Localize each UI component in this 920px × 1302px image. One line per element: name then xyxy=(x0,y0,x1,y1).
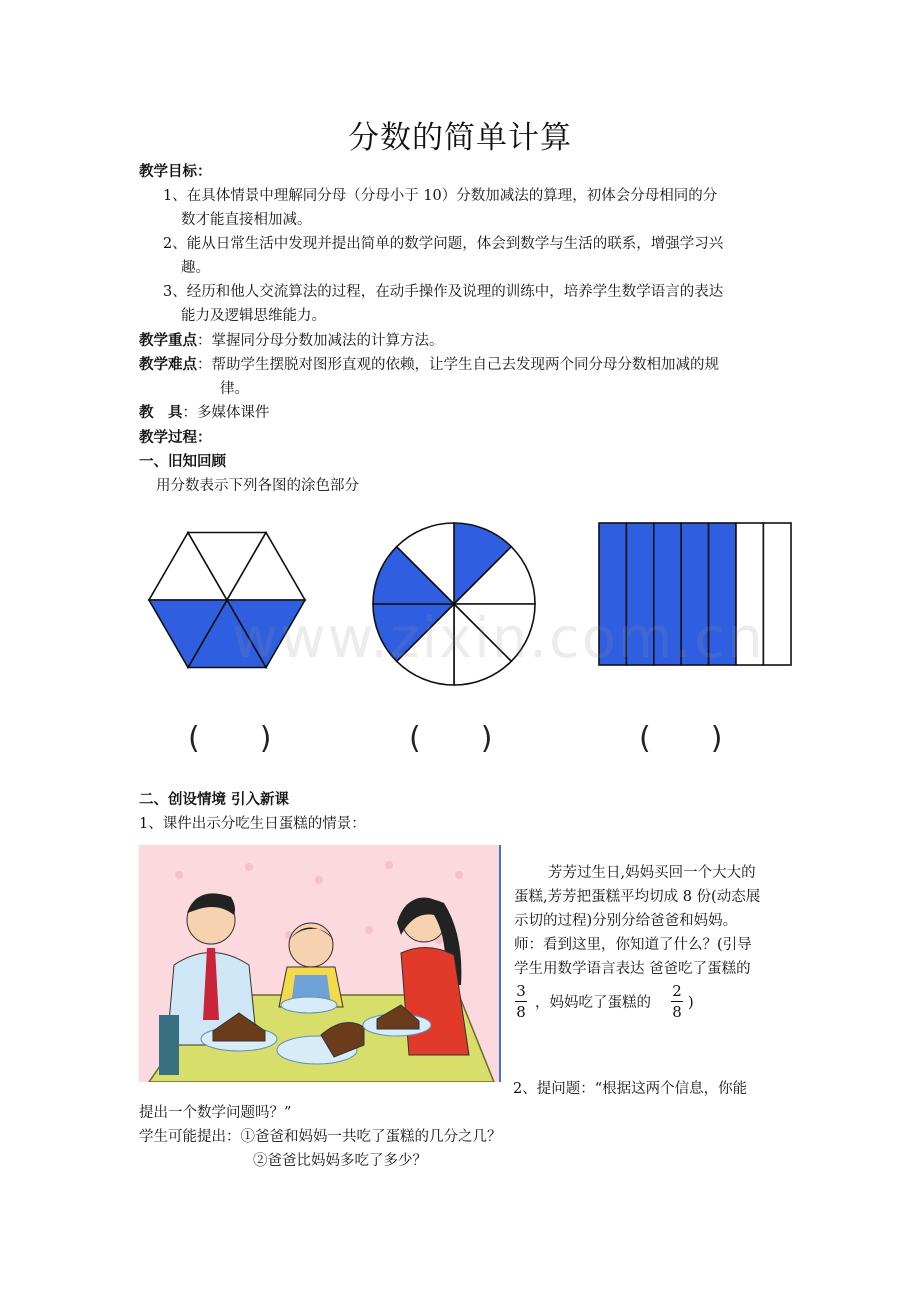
fraction-dad xyxy=(515,982,527,1021)
objective-2-line2: 趣。 xyxy=(181,260,210,276)
difficulty-label: 教学难点 xyxy=(139,357,197,373)
tools-text: ：多媒体课件 xyxy=(182,405,270,421)
story-p2-line1: 师：看到这里，你知道了什么？(引导 xyxy=(514,937,752,953)
section1-instruction: 用分数表示下列各图的涂色部分 xyxy=(156,478,359,494)
difficulty-text: ：帮助学生摆脱对图形直观的依赖，让学生自己去发现两个同分母分数相加减的规 xyxy=(197,357,719,373)
student-questions xyxy=(139,1127,502,1147)
tools-label: 教 具 xyxy=(139,405,183,421)
objectives-heading: 教学目标： xyxy=(139,164,212,180)
key-point-text: ：掌握同分母分数加减法的计算方法。 xyxy=(197,333,444,349)
key-point-label: 教学重点 xyxy=(139,333,197,349)
step2-line1: 2、提问题：“根据这两个信息，你能 xyxy=(513,1081,748,1097)
fraction-mom xyxy=(671,982,683,1021)
student-question-2: ②爸爸比妈妈多吃了多少？ xyxy=(253,1153,427,1169)
birthday-cake-illustration xyxy=(139,845,501,1082)
story-close: ) xyxy=(688,995,694,1011)
story-p2-line2: 学生用数学语言表达 爸爸吃了蛋糕的 xyxy=(514,961,751,977)
story-p1-line2: 蛋糕,芳芳把蛋糕平均切成 8 份(动态展 xyxy=(514,889,761,905)
rect-strip-7 xyxy=(763,523,791,665)
section1-heading: 一、旧知回顾 xyxy=(139,454,226,470)
answer-blank-3[interactable]: ( ) xyxy=(639,721,723,756)
fraction-dad-denominator: 8 xyxy=(516,1003,526,1021)
plate-far xyxy=(281,997,337,1013)
story-p1-line1: 芳芳过生日,妈妈买回一个大大的 xyxy=(548,865,756,881)
objective-2-line1: 2、能从日常生活中发现并提出简单的数学问题，体会到数学与生活的联系，增强学习兴 xyxy=(163,236,724,252)
student-question-1: ①爸爸和妈妈一共吃了蛋糕的几分之几？ xyxy=(240,1129,502,1145)
objective-1-line1: 1、在具体情景中理解同分母（分母小于 10）分数加减法的算理，初体会分母相同的分 xyxy=(163,188,718,204)
section2-heading: 二、创设情境 引入新课 xyxy=(139,792,290,808)
section2-step1: 1、课件出示分吃生日蛋糕的情景： xyxy=(139,816,366,832)
fraction-mom-denominator: 8 xyxy=(672,1003,682,1021)
objective-3-line2: 能力及逻辑思维能力。 xyxy=(181,308,326,324)
objective-3-line1: 3、经历和他人交流算法的过程，在动手操作及说理的训练中，培养学生数学语言的表达 xyxy=(163,284,724,300)
step2-line2: 提出一个数学问题吗？” xyxy=(139,1105,292,1121)
difficulty-text-2: 律。 xyxy=(220,381,249,397)
watermark: www.zixin.com.cn xyxy=(232,606,765,671)
objective-1-line2: 数才能直接相加减。 xyxy=(181,212,312,228)
answer-blank-2[interactable]: ( ) xyxy=(409,721,493,756)
process-heading: 教学过程： xyxy=(139,430,212,446)
difficulty xyxy=(139,355,719,375)
story-p1-line3: 示切的过程)分别分给爸爸和妈妈。 xyxy=(514,913,738,929)
answer-blank-1[interactable]: ( ) xyxy=(188,721,272,756)
student-questions-label: 学生可能提出： xyxy=(139,1129,241,1145)
tools xyxy=(139,403,270,423)
page-title: 分数的简单计算 xyxy=(348,120,572,156)
story-mid-text: ，妈妈吃了蛋糕的 xyxy=(535,995,651,1011)
key-point xyxy=(139,331,444,351)
fraction-dad-numerator: 3 xyxy=(516,982,526,1000)
fraction-mom-numerator: 2 xyxy=(672,982,682,1000)
